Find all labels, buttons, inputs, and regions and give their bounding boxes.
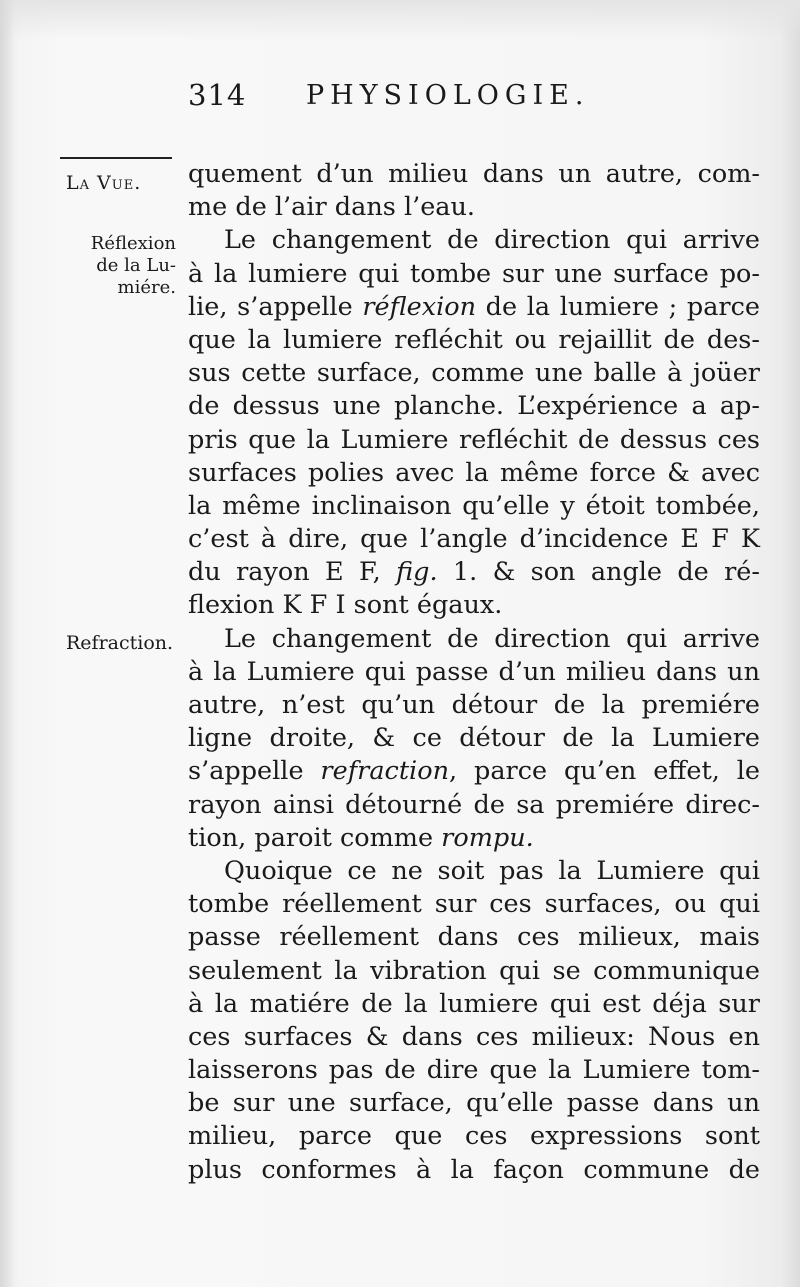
text-segment: surfaces polies avec la même force & avec bbox=[188, 457, 760, 488]
italic-term: réflexion bbox=[362, 291, 477, 322]
text-line bbox=[188, 822, 760, 855]
text-line bbox=[188, 1054, 760, 1087]
text-line bbox=[188, 258, 760, 291]
text-line bbox=[188, 158, 760, 191]
text-segment: sus cette surface, comme une balle à joüer bbox=[188, 358, 760, 389]
text-segment: pris que la Lumiere refléchit de dessus ces bbox=[188, 424, 760, 455]
text-segment: rayon ainsi détourné de sa premiére direc- bbox=[188, 789, 760, 820]
scan-shadow-left bbox=[0, 0, 14, 1287]
text-segment: ligne droite, & ce détour de la Lumiere bbox=[188, 723, 760, 754]
text-line bbox=[188, 656, 760, 689]
scan-shadow-top bbox=[0, 0, 800, 40]
text-segment: milieu, parce que ces expressions sont bbox=[188, 1121, 760, 1152]
margin-note-line: Réflexion bbox=[90, 233, 176, 254]
text-segment: de la lumiere ; parce bbox=[476, 291, 760, 322]
text-segment: flexion K F I sont égaux. bbox=[188, 590, 503, 621]
text-segment: , parce qu’en effet, le bbox=[449, 756, 760, 787]
margin-note-line: de la Lu- bbox=[96, 255, 176, 276]
page-number: 314 bbox=[188, 78, 247, 112]
text-line bbox=[188, 191, 760, 224]
text-line bbox=[188, 523, 760, 556]
text-segment: laisserons pas de dire que la Lumiere tom- bbox=[188, 1055, 760, 1086]
italic-term: fig. bbox=[396, 557, 438, 588]
text-segment: be sur une surface, qu’elle passe dans un bbox=[188, 1088, 760, 1119]
text-line bbox=[188, 291, 760, 324]
text-segment: à la Lumiere qui passe d’un milieu dans un bbox=[188, 656, 760, 687]
text-segment: 1. & son angle de ré- bbox=[437, 557, 760, 588]
text-line bbox=[188, 888, 760, 921]
text-line bbox=[188, 1154, 760, 1187]
text-segment: passe réellement dans ces milieux, mais bbox=[188, 922, 760, 953]
text-line bbox=[188, 955, 760, 988]
text-segment: ces surfaces & dans ces milieux: Nous en bbox=[188, 1021, 760, 1052]
text-segment: à la matiére de la lumiere qui est déja sur bbox=[188, 988, 760, 1019]
text-segment: que la lumiere refléchit ou rejaillit de des- bbox=[188, 324, 760, 355]
text-line bbox=[188, 1021, 760, 1054]
italic-term: rompu. bbox=[441, 822, 534, 853]
text-segment: plus conformes à la façon commune de bbox=[188, 1154, 760, 1185]
text-line bbox=[188, 357, 760, 390]
text-segment: c’est à dire, que l’angle d’incidence E F K bbox=[188, 524, 760, 555]
text-segment: me de l’air dans l’eau. bbox=[188, 192, 476, 223]
italic-term: refraction bbox=[320, 756, 449, 787]
page-header bbox=[188, 78, 758, 118]
text-line bbox=[188, 1087, 760, 1120]
text-line bbox=[188, 324, 760, 357]
text-segment: la même inclinaison qu’elle y étoit tombée, bbox=[188, 490, 760, 521]
text-line bbox=[188, 789, 760, 822]
text-segment: tion, paroit comme bbox=[188, 822, 442, 853]
text-line bbox=[188, 755, 760, 788]
text-segment: Quoique ce ne soit pas la Lumiere qui bbox=[224, 855, 760, 886]
text-segment: s’appelle bbox=[188, 756, 321, 787]
margin-rule bbox=[60, 157, 172, 159]
text-segment: autre, n’est qu’un détour de la premiére bbox=[188, 690, 760, 720]
text-line bbox=[188, 424, 760, 457]
body-text bbox=[188, 158, 760, 1187]
text-segment: de dessus une planche. L’expérience a ap- bbox=[188, 391, 760, 422]
text-line bbox=[188, 457, 760, 490]
margin-note-reflexion bbox=[48, 233, 176, 299]
text-line bbox=[188, 623, 760, 656]
text-segment: seulement la vibration qui se communique bbox=[188, 955, 760, 986]
text-line bbox=[188, 490, 760, 523]
text-line bbox=[188, 390, 760, 423]
margin-note-refraction: Refraction. bbox=[66, 632, 174, 654]
text-line bbox=[188, 855, 760, 888]
margin-note-line: miére. bbox=[117, 277, 176, 298]
text-segment: du rayon E F, bbox=[188, 557, 397, 588]
margin-note-section: La Vue. bbox=[66, 172, 142, 194]
text-line bbox=[188, 921, 760, 954]
text-line bbox=[188, 224, 760, 257]
text-line bbox=[188, 589, 760, 622]
text-line bbox=[188, 722, 760, 755]
text-line bbox=[188, 689, 760, 722]
text-segment: à la lumiere qui tombe sur une surface po- bbox=[188, 258, 760, 289]
text-segment: tombe réellement sur ces surfaces, ou qui bbox=[188, 889, 760, 920]
text-line bbox=[188, 1120, 760, 1153]
text-segment: quement d’un milieu dans un autre, com- bbox=[188, 159, 760, 189]
text-line bbox=[188, 556, 760, 589]
text-segment: Le changement de direction qui arrive bbox=[224, 225, 760, 256]
text-segment: Le changement de direction qui arrive bbox=[224, 623, 760, 654]
running-head: PHYSIOLOGIE. bbox=[306, 80, 590, 111]
text-line bbox=[188, 988, 760, 1021]
text-segment: lie, s’appelle bbox=[188, 291, 363, 322]
